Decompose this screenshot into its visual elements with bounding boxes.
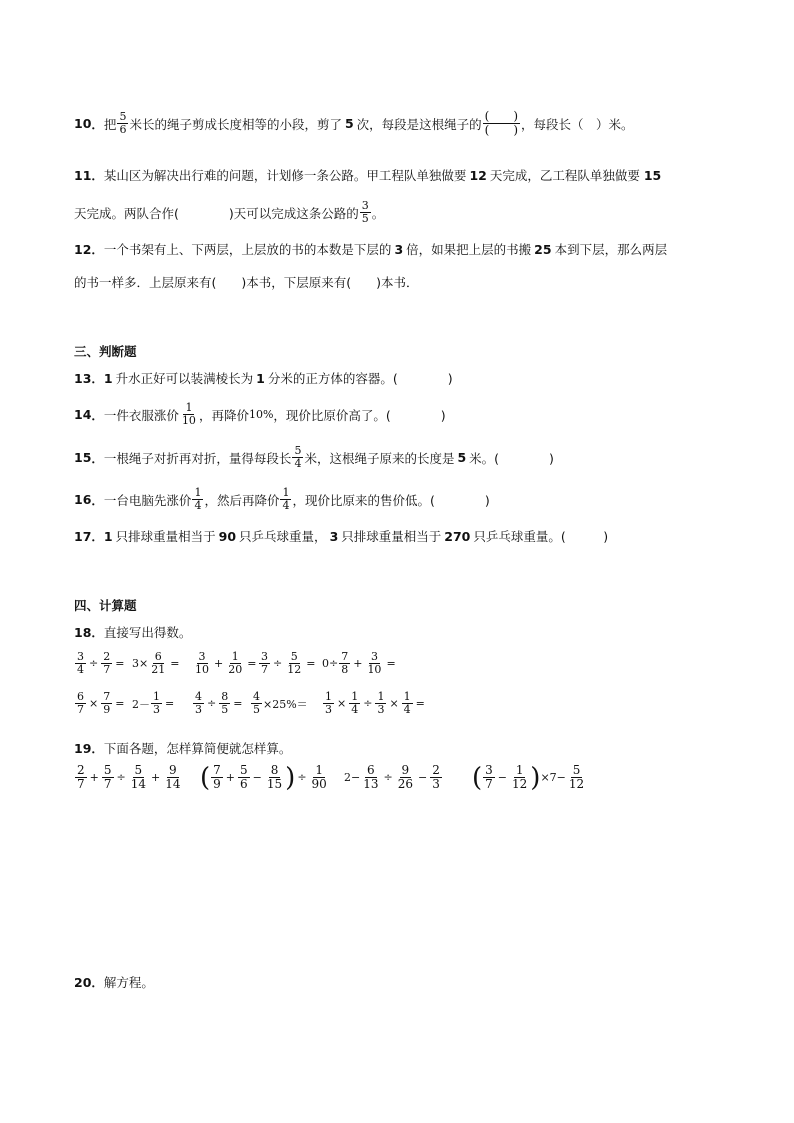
operator: ÷ [273, 657, 283, 670]
fraction [211, 764, 223, 791]
denominator: 7 [103, 663, 111, 676]
denominator: 10 [367, 663, 382, 676]
calc-expression [250, 691, 308, 716]
question-number: 16 [74, 492, 92, 507]
fraction [193, 691, 204, 716]
question-10 [74, 110, 634, 137]
operator: × [389, 697, 399, 710]
text: 某山区为解决出行难的问题，计划修一条公路。甲工程队单独做要 [103, 168, 467, 183]
denominator: 14 [130, 777, 146, 791]
question-16 [74, 487, 490, 512]
question-number: 14 [74, 407, 92, 422]
dot: ． [91, 371, 104, 386]
fraction [75, 691, 86, 716]
left-paren: ( [472, 762, 483, 793]
operator: = [247, 657, 257, 670]
operator: − [497, 771, 508, 784]
operator: − [252, 771, 262, 784]
question-number: 13 [74, 370, 92, 386]
question-19 [74, 739, 291, 757]
dot: ． [91, 492, 104, 508]
math-text: ×7− [540, 771, 566, 784]
numerator: 1 [377, 690, 385, 703]
text: 。 [371, 205, 385, 221]
text: 米长的绳子剪成长度相等的小段，剪了 [129, 116, 342, 132]
denominator: 4 [351, 703, 359, 716]
text: 只乒乓球重量。( ) [473, 529, 609, 544]
operator: ÷ [116, 771, 126, 784]
numerator: 3 [485, 763, 493, 777]
operator: × [337, 697, 347, 710]
numerator: 9 [169, 763, 177, 777]
numerator: 5 [103, 763, 112, 777]
calc-expression [258, 651, 317, 676]
fraction [483, 764, 495, 791]
denominator: 4 [403, 703, 411, 716]
numerator: 1 [351, 690, 359, 703]
text: 只乒乓球重量， [239, 529, 327, 544]
math-text: 2− [344, 771, 361, 784]
operator: + [353, 657, 363, 670]
denominator: 12 [287, 663, 302, 676]
numerator: 3 [198, 650, 206, 663]
number: 3 [394, 241, 404, 257]
fraction [101, 651, 112, 676]
simplify-expression [200, 764, 330, 791]
denominator: 14 [165, 777, 181, 791]
calc-expression [74, 651, 126, 676]
question-14 [74, 402, 446, 427]
text: 米，这根绳子原来的长度是 [304, 450, 455, 466]
numerator: 7 [213, 763, 221, 777]
numerator: 1 [315, 763, 323, 777]
numerator: 5 [134, 763, 143, 777]
fraction [259, 651, 270, 676]
numerator: 1 [325, 690, 332, 703]
denominator: 4 [194, 499, 202, 512]
numerator: 1 [185, 401, 193, 414]
dot: ． [91, 529, 104, 544]
calc-expression [322, 691, 427, 716]
numerator: 6 [367, 763, 375, 777]
operator: ÷ [297, 771, 307, 784]
section-heading-judgement: 三、判断题 [74, 344, 137, 359]
denominator: 6 [240, 777, 248, 791]
text: ，现价比原来的售价低。( ) [292, 492, 490, 508]
fraction [339, 651, 350, 676]
fraction [192, 487, 203, 512]
text: 把 [103, 116, 117, 132]
fraction [375, 691, 386, 716]
denominator: 4 [77, 663, 84, 676]
denominator: 3 [432, 777, 440, 791]
fraction [226, 651, 244, 676]
text: 直接写出得数。 [103, 625, 192, 640]
question-number: 20 [74, 974, 92, 990]
fraction [361, 764, 380, 791]
fraction [180, 402, 198, 427]
denominator: 7 [103, 777, 112, 791]
math-text: ×25%＝ [263, 697, 308, 711]
denominator-blank[interactable]: ( ) [484, 123, 519, 137]
denominator: 7 [77, 777, 85, 791]
numerator: 7 [103, 690, 111, 703]
dot: ． [91, 168, 104, 183]
calc-expression [192, 651, 258, 676]
question-11-line-2 [74, 200, 384, 225]
question-20 [74, 973, 154, 991]
numerator: 5 [240, 763, 248, 777]
fraction [163, 764, 182, 791]
text: 升水正好可以装满棱长为 [115, 371, 254, 386]
fraction [238, 764, 250, 791]
operator: = [115, 697, 125, 710]
fraction [101, 691, 112, 716]
denominator: 7 [485, 777, 493, 791]
number: 15 [643, 167, 662, 183]
text: 本到下层，那么两层 [554, 242, 668, 257]
fraction [360, 200, 371, 225]
denominator: 5 [253, 703, 260, 716]
fraction [193, 651, 211, 676]
question-11 [74, 166, 661, 184]
number: 5 [344, 116, 354, 131]
fraction [510, 764, 529, 791]
operator: = [170, 657, 180, 670]
numerator: 6 [77, 690, 84, 703]
number: 90 [218, 528, 237, 544]
numerator: 3 [361, 199, 369, 212]
fraction [129, 764, 148, 791]
operator: = [233, 697, 243, 710]
text: 只排球重量相当于 [341, 529, 442, 544]
question-number: 19 [74, 740, 92, 756]
calc-expression [322, 651, 398, 676]
text: 倍，如果把上层的书搬 [406, 242, 532, 257]
text: ，每段长（ ）米。 [521, 116, 634, 132]
calc-expression [132, 691, 176, 716]
math-text: 0÷ [322, 657, 339, 670]
number: 5 [457, 450, 467, 465]
number: 12 [469, 167, 487, 183]
text: 的书一样多．上层原来有( )本书，下层原来有( )本书． [74, 275, 419, 290]
simplify-expression [344, 764, 443, 791]
numerator: 5 [294, 444, 302, 457]
numerator: 7 [341, 650, 349, 663]
text: 只排球重量相当于 [115, 529, 216, 544]
fraction [251, 691, 262, 716]
text: 一根绳子对折再对折，量得每段长 [103, 450, 292, 466]
numerator: 3 [261, 650, 268, 663]
denominator: 26 [397, 777, 413, 791]
question-12-line-2 [74, 273, 419, 291]
text: ，再降价 [198, 407, 249, 423]
left-paren: ( [200, 762, 211, 793]
denominator: 6 [119, 123, 127, 136]
denominator: 3 [153, 703, 160, 716]
right-paren: ) [285, 762, 296, 793]
numerator: 1 [515, 763, 524, 777]
operator: − [418, 771, 428, 784]
fraction [265, 764, 284, 791]
numerator: 8 [270, 763, 279, 777]
denominator: 10 [195, 663, 209, 676]
dot: ． [91, 975, 104, 990]
numerator: 6 [154, 650, 162, 663]
text: 米。( ) [469, 450, 554, 466]
number: 3 [329, 528, 339, 544]
dot: ． [91, 625, 104, 640]
text: 分米的正方体的容器。( ) [267, 371, 453, 386]
text: 下面各题，怎样算简便就怎样算。 [103, 741, 292, 756]
numerator: 3 [370, 650, 378, 663]
calc-expression [74, 691, 126, 716]
question-number: 11 [74, 167, 92, 183]
numerator: 4 [253, 690, 260, 703]
operator: + [151, 771, 161, 784]
denominator: 10 [181, 414, 196, 427]
denominator: 7 [77, 703, 84, 716]
question-17 [74, 527, 608, 545]
fraction [349, 691, 360, 716]
math-text: 2－ [132, 697, 150, 711]
fraction [402, 691, 413, 716]
simplify-expression [472, 764, 587, 791]
text: 次，每段是这根绳子的 [356, 116, 482, 132]
dot: ． [91, 242, 104, 257]
numerator: 2 [432, 763, 440, 777]
denominator: 15 [266, 777, 283, 791]
number: 270 [444, 528, 471, 544]
text: 一台电脑先涨价 [103, 492, 192, 508]
denominator: 9 [213, 777, 221, 791]
denominator: 5 [221, 703, 229, 716]
number: 1 [103, 370, 113, 386]
operator: ÷ [207, 697, 217, 710]
numerator-blank[interactable]: ( ) [484, 109, 519, 123]
numerator: 1 [403, 690, 411, 703]
fraction [396, 764, 415, 791]
question-number: 10 [74, 116, 92, 131]
text: ，然后再降价 [204, 492, 280, 508]
numerator: 4 [195, 690, 202, 703]
denominator: 5 [361, 212, 369, 225]
dot: ． [91, 741, 104, 756]
fraction [430, 764, 442, 791]
fraction [292, 445, 303, 470]
denominator: 3 [377, 703, 385, 716]
denominator: 8 [341, 663, 349, 676]
denominator: 12 [568, 777, 585, 791]
operator: + [89, 771, 99, 784]
denominator: 3 [325, 703, 332, 716]
denominator: 90 [311, 777, 327, 791]
number: 25 [534, 241, 552, 257]
operator: × [89, 697, 99, 710]
operator: = [115, 657, 125, 670]
dot: ． [91, 450, 104, 466]
numerator: 5 [572, 763, 581, 777]
calc-expression [192, 691, 244, 716]
denominator: 20 [228, 663, 243, 676]
numerator: 1 [282, 486, 290, 499]
question-15 [74, 445, 554, 470]
question-13 [74, 369, 453, 387]
blank-fraction[interactable] [483, 110, 520, 137]
numerator: 2 [103, 650, 111, 663]
denominator: 13 [363, 777, 379, 791]
text: 解方程。 [103, 975, 154, 990]
denominator: 4 [294, 457, 302, 470]
question-number: 17 [74, 528, 92, 544]
numerator: 5 [119, 110, 127, 123]
numerator: 1 [231, 650, 239, 663]
numerator: 2 [77, 763, 85, 777]
fraction [365, 651, 383, 676]
percent: 10% [248, 408, 274, 421]
dot: ． [91, 116, 104, 132]
operator: + [225, 771, 236, 784]
question-12 [74, 240, 667, 258]
fraction [75, 764, 87, 791]
fraction [151, 691, 162, 716]
dot: ． [91, 407, 104, 423]
fraction [75, 651, 86, 676]
text: 一个书架有上、下两层，上层放的书的本数是下层的 [103, 242, 392, 257]
numerator: 1 [153, 690, 160, 703]
question-number: 15 [74, 450, 92, 465]
text: 天完成。两队合作( )天可以完成这条公路的 [74, 205, 359, 221]
numerator: 8 [221, 690, 229, 703]
denominator: 12 [512, 777, 528, 791]
denominator: 21 [151, 663, 166, 676]
math-text: 3× [132, 657, 149, 670]
operator: ÷ [363, 697, 373, 710]
fraction [280, 487, 291, 512]
number: 1 [256, 370, 265, 386]
simplify-expression [74, 764, 184, 791]
question-number: 18 [74, 624, 92, 640]
fraction [219, 691, 230, 716]
denominator: 7 [261, 663, 268, 676]
text: 一件衣服涨价 [103, 407, 179, 423]
question-number: 12 [74, 241, 92, 257]
operator: = [306, 657, 316, 670]
question-18 [74, 623, 191, 641]
operator: ÷ [89, 657, 99, 670]
text: 天完成，乙工程队单独做要 [489, 168, 640, 183]
operator: ÷ [383, 771, 393, 784]
calc-expression [132, 651, 181, 676]
numerator: 5 [290, 650, 298, 663]
operator: = [415, 697, 425, 710]
operator: = [165, 697, 175, 710]
numerator: 3 [77, 650, 84, 663]
number: 1 [103, 528, 113, 544]
operator: + [214, 657, 224, 670]
fraction [285, 651, 303, 676]
fraction [567, 764, 586, 791]
fraction [149, 651, 167, 676]
fraction [117, 111, 128, 136]
fraction [102, 764, 114, 791]
section-heading-calculation: 四、计算题 [74, 598, 137, 613]
text: ，现价比原价高了。( ) [273, 407, 446, 423]
numerator: 1 [194, 486, 202, 499]
operator: = [386, 657, 396, 670]
denominator: 3 [195, 703, 202, 716]
fraction [310, 764, 329, 791]
right-paren: ) [530, 762, 541, 793]
fraction [323, 691, 334, 716]
denominator: 9 [103, 703, 111, 716]
denominator: 4 [282, 499, 290, 512]
numerator: 9 [401, 763, 410, 777]
